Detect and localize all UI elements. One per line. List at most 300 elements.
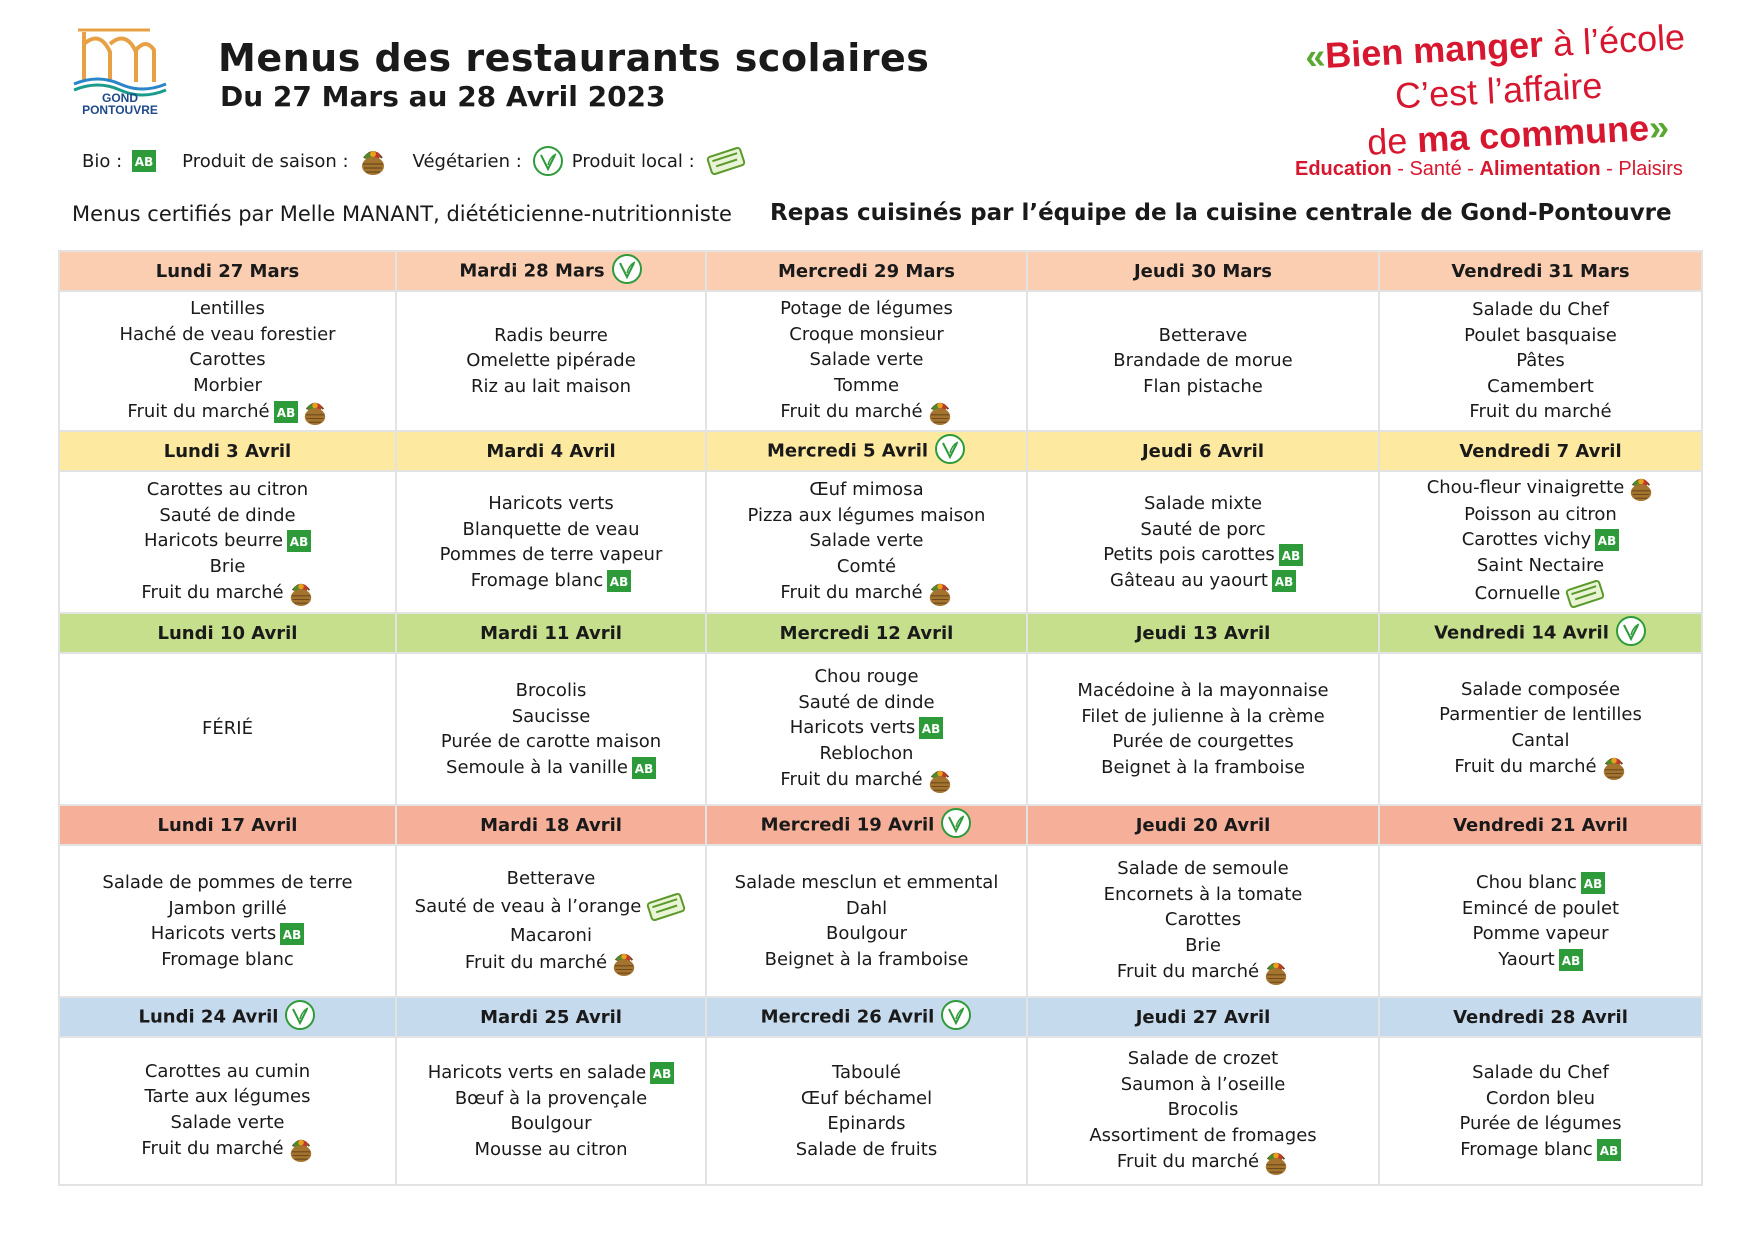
menu-item-label: Salade du Chef [1472,299,1609,321]
menu-item-label: Emincé de poulet [1461,897,1620,919]
menu-item [1028,933,1378,959]
menu-item-label: Purée de courgettes [1112,731,1294,752]
slogan-tagline: Education - Santé - Alimentation - Plaisirs [1295,158,1683,180]
menu-item [707,347,1026,373]
menu-item [1028,704,1378,730]
menu-item [707,690,1026,716]
page-title: Menus des restaurants scolaires [218,36,930,80]
svg-text:AB: AB [1274,574,1294,589]
menu-item-label: Haricots verts en salade [427,1062,647,1083]
day-header [706,251,1027,291]
bio-icon [132,150,156,172]
day-menu-cell [706,845,1027,997]
menu-item-label: Poulet basquaise [1464,324,1617,346]
menu-item-label: Purée de légumes [1459,1113,1622,1134]
menu-item [397,891,705,923]
menu-item [60,1135,395,1163]
menu-item [707,296,1026,322]
menu-item [60,477,395,503]
menu-item-label: Dahl [845,897,888,919]
menu-item-label: Assortiment de fromages [1089,1124,1317,1146]
menu-item-label: Betterave [506,867,596,889]
menu-item-label: Fruit du marché [464,951,608,973]
menu-item [707,398,1026,426]
week-header-row [59,431,1702,471]
day-menu-cell [1027,845,1379,997]
day-header [1027,805,1379,845]
certification-note: Menus certifiés par Melle MANANT, diététicienne-nutritionniste [72,202,732,226]
menu-item [1028,729,1378,755]
menu-item-label: Sauté de dinde [159,504,296,526]
menu-item-label: Haricots verts [789,717,916,738]
menu-item-label: Haricots beurre [143,530,284,551]
day-label: Jeudi 20 Avril [1135,814,1271,836]
menu-item [397,704,705,730]
menu-item-label: Fruit du marché [780,401,923,422]
day-menu-cell [59,1037,396,1185]
menu-item-label: Boulgour [510,1113,592,1134]
menu-item [1380,947,1701,973]
menu-item [1028,568,1378,594]
day-label: Vendredi 21 Avril [1453,814,1628,836]
menu-item [1028,856,1378,882]
day-label: Vendredi 14 Avril [1434,622,1609,643]
svg-text:AB: AB [922,722,941,736]
day-header [59,251,396,291]
seasonal-basket-icon [927,766,953,794]
menu-item [1028,882,1378,908]
day-label: Vendredi 28 Avril [1453,1006,1628,1028]
seasonal-basket-icon [1263,958,1289,986]
menu-item-label: Carottes [1164,909,1242,930]
day-label: Mercredi 29 Mars [777,260,956,282]
legend-bio-label: Bio : [82,150,123,172]
menu-item [1380,578,1701,610]
menu-item-label: Haché de veau forestier [119,323,336,345]
bio-icon [650,1062,674,1084]
seasonal-basket-icon [927,398,953,426]
bio-icon [607,570,631,592]
menu-item-label: Salade verte [809,349,924,370]
menu-item [1380,921,1701,947]
day-menu-cell [396,1037,706,1185]
menu-item-label: Reblochon [819,742,914,764]
menu-item-label: Fruit du marché [127,401,270,422]
menu-item [1028,958,1378,986]
menu-item [1028,323,1378,349]
bio-icon [1272,570,1296,592]
menu-item-label: Sauté de veau à l’orange [414,896,642,917]
menu-item-label: Flan pistache [1143,375,1263,397]
menu-item [60,579,395,607]
menu-item [707,1086,1026,1112]
logo-text: GOND PONTOUVRE [82,91,158,117]
legend [82,143,747,179]
menu-item [1380,870,1701,896]
menu-item [397,323,705,349]
menu-item-label: Lentilles [190,298,265,319]
menu-table [58,250,1703,1186]
menu-item-label: Fruit du marché [1469,401,1612,423]
menu-item [397,1060,705,1086]
seasonal-basket-icon [1263,1148,1289,1176]
menu-item [1380,753,1701,781]
menu-item-label: Salade de semoule [1117,858,1289,879]
day-label: Lundi 27 Mars [155,260,300,282]
bio-icon [280,923,304,945]
menu-item [397,517,705,543]
menu-item-label: Tarte aux légumes [144,1086,311,1108]
vegetarian-icon [532,145,564,177]
menu-item-label: Salade verte [170,1111,285,1133]
menu-item [707,947,1026,973]
menu-item-label: Encornets à la tomate [1103,883,1303,905]
menu-item [1028,1148,1378,1176]
menu-item-label: Brie [209,555,246,577]
menu-item-label: Salade du Chef [1472,1062,1609,1083]
vegetarian-icon [934,433,966,470]
seasonal-basket-icon [302,398,328,426]
day-menu-cell [396,471,706,613]
slogan-line-3: de ma commune» [1366,106,1670,163]
seasonal-basket-icon [611,949,637,977]
menu-item [1028,1046,1378,1072]
bio-icon [1595,529,1619,551]
menu-item [707,1060,1026,1086]
menu-item [707,921,1026,947]
menu-item-label: Petits pois carottes [1103,544,1275,565]
menu-item-label: Chou blanc [1476,872,1577,893]
menu-item [60,347,395,373]
day-menu-cell [59,845,396,997]
legend-seasonal-label: Produit de saison : [182,150,349,172]
menu-item-label: Œuf béchamel [800,1087,933,1109]
menu-item [1028,1072,1378,1098]
day-label: Jeudi 6 Avril [1141,440,1265,462]
menu-item-label: Carottes [189,349,266,370]
day-header [59,431,396,471]
week-menu-row [59,845,1702,997]
menu-item [707,1137,1026,1163]
svg-text:AB: AB [134,155,154,169]
menu-item [1028,755,1378,781]
day-label: Mercredi 5 Avril [766,440,929,461]
menu-item-label: Fromage blanc [161,948,294,970]
menu-item-label: Betterave [1158,324,1248,346]
menu-item-label: Gâteau au yaourt [1110,569,1268,591]
menu-item [397,729,705,755]
menu-item-label: Saint Nectaire [1476,554,1605,576]
menu-item [1380,1137,1701,1163]
menu-item [60,398,395,426]
menu-item [60,554,395,580]
svg-text:AB: AB [289,535,309,549]
bio-icon [1279,544,1303,566]
menu-item-label: Pomme vapeur [1472,923,1609,944]
menu-item-label: Fruit du marché [1454,756,1597,778]
menu-item [707,896,1026,922]
day-menu-cell [59,653,396,805]
week-menu-row [59,1037,1702,1185]
seasonal-basket-icon [1628,474,1654,502]
menu-item [1380,474,1701,502]
menu-item-label: Parmentier de lentilles [1439,704,1642,726]
menu-item-label: Omelette pipérade [466,350,636,372]
svg-text:AB: AB [1598,534,1617,549]
svg-text:AB: AB [1561,953,1580,968]
menu-item-label: FÉRIÉ [202,718,253,740]
menu-item [1380,1111,1701,1137]
day-menu-cell [1379,471,1702,613]
day-header [396,431,706,471]
day-header [706,431,1027,471]
menu-item [60,373,395,399]
svg-text:AB: AB [276,406,295,420]
menu-item [707,741,1026,767]
menu-item-label: Brie [1185,934,1221,956]
day-header [706,805,1027,845]
menu-item [60,870,395,896]
svg-text:AB: AB [634,761,654,776]
day-header [1027,251,1379,291]
day-label: Mardi 4 Avril [486,440,616,462]
day-menu-cell [1027,291,1379,431]
day-menu-cell [1379,845,1702,997]
week-menu-row [59,653,1702,805]
menu-item [397,923,705,949]
menu-item-label: Filet de julienne à la crème [1081,705,1325,727]
vegetarian-icon [284,999,316,1036]
menu-item [1380,348,1701,374]
menu-item-label: Œuf mimosa [809,479,924,500]
menu-item-label: Sauté de porc [1140,518,1266,540]
menu-item [1028,542,1378,568]
seasonal-basket-icon [927,579,953,607]
menu-item [60,528,395,554]
day-label: Mercredi 26 Avril [760,1006,935,1027]
menu-item-label: Potage de légumes [780,298,953,319]
menu-item [1380,1086,1701,1112]
menu-item-label: Bœuf à la provençale [454,1087,648,1109]
menu-item [1380,502,1701,528]
day-menu-cell [396,845,706,997]
menu-item [397,1137,705,1163]
menu-item [1380,896,1701,922]
menu-item-label: Chou-fleur vinaigrette [1426,476,1625,498]
menu-item [1380,677,1701,703]
menu-item [60,716,395,742]
menu-item [1028,1123,1378,1149]
legend-vegetarian-label: Végétarien : [412,150,522,172]
day-header [59,613,396,653]
day-menu-cell [396,291,706,431]
menu-item [60,1110,395,1136]
day-label: Mardi 18 Avril [480,814,622,836]
day-header [59,805,396,845]
day-label: Mardi 25 Avril [480,1006,622,1028]
menu-item [1380,1060,1701,1086]
menu-item [1380,527,1701,553]
menu-item [1380,374,1701,400]
menu-item [397,374,705,400]
svg-text:AB: AB [283,928,302,942]
menu-item-label: Fruit du marché [780,769,923,790]
menu-item-label: Saucisse [511,705,591,727]
menu-item [397,542,705,568]
menu-item-label: Cornuelle [1474,583,1561,605]
menu-item-label: Poisson au citron [1464,503,1617,525]
menu-item [707,554,1026,580]
day-header [1027,613,1379,653]
menu-item [707,503,1026,529]
day-header [1379,431,1702,471]
menu-item [707,477,1026,503]
menu-item-label: Mousse au citron [474,1138,628,1160]
menu-item-label: Carottes vichy [1461,529,1592,551]
menu-item [60,921,395,947]
menu-item-label: Tomme [833,374,900,396]
menu-item-label: Riz au lait maison [470,375,631,397]
menu-item [707,322,1026,348]
day-header [1027,431,1379,471]
menu-item [1028,517,1378,543]
vegetarian-icon [940,807,972,844]
menu-item-label: Epinards [827,1113,906,1134]
svg-text:AB: AB [1599,1143,1619,1158]
menu-item-label: Cantal [1511,729,1570,751]
menu-item-label: Jambon grillé [168,897,287,919]
menu-item-label: Comté [836,555,897,577]
day-label: Lundi 24 Avril [138,1006,279,1027]
menu-item-label: Salade de crozet [1127,1048,1279,1069]
menu-item-label: Croque monsieur [789,323,944,345]
menu-item [1380,728,1701,754]
bio-icon [919,717,943,739]
vegetarian-icon [1615,615,1647,652]
menu-item [707,373,1026,399]
menu-item [707,664,1026,690]
menu-item [1028,374,1378,400]
menu-item-label: Haricots verts [488,493,614,514]
kitchen-note: Repas cuisinés par l’équipe de la cuisine centrale de Gond-Pontouvre [770,200,1672,226]
day-header [1379,805,1702,845]
menu-item-label: Salade verte [809,530,924,551]
day-menu-cell [59,291,396,431]
legend-local-label: Produit local : [571,150,695,172]
day-label: Mercredi 19 Avril [760,814,935,835]
menu-item-label: Brocolis [515,680,587,701]
seasonal-basket-icon [359,146,387,176]
menu-item [1380,323,1701,349]
day-header [1379,613,1702,653]
menu-item-label: Blanquette de veau [462,518,640,540]
menu-item [397,1111,705,1137]
menu-item [1028,1097,1378,1123]
menu-item-label: Brandade de morue [1113,350,1293,372]
day-header [396,251,706,291]
seasonal-basket-icon [1601,753,1627,781]
menu-item [397,1086,705,1112]
day-menu-cell [396,653,706,805]
menu-item-label: Pizza aux légumes maison [747,504,986,526]
menu-item [707,1111,1026,1137]
menu-item [707,766,1026,794]
bio-icon [274,401,298,423]
menu-item [397,949,705,977]
day-label: Lundi 10 Avril [157,622,298,644]
day-menu-cell [1379,1037,1702,1185]
day-menu-cell [59,471,396,613]
menu-item-label: Beignet à la framboise [1101,756,1305,778]
menu-item-label: Cordon bleu [1485,1087,1596,1109]
menu-item [707,715,1026,741]
bio-icon [287,530,311,552]
day-label: Lundi 3 Avril [163,440,292,462]
menu-item-label: Semoule à la vanille [446,756,628,778]
menu-item [60,296,395,322]
menu-item-label: Yaourt [1498,948,1555,970]
bio-icon [1597,1139,1621,1161]
day-label: Lundi 17 Avril [157,814,298,836]
week-header-row [59,613,1702,653]
menu-item-label: Macédoine à la mayonnaise [1077,680,1329,701]
day-menu-cell [706,291,1027,431]
menu-item-label: Fruit du marché [141,582,284,603]
day-menu-cell [706,653,1027,805]
day-header [396,997,706,1037]
menu-item-label: Taboulé [832,1062,901,1083]
menu-item-label: Fruit du marché [780,582,923,603]
week-header-row [59,251,1702,291]
menu-item-label: Fromage blanc [1460,1138,1593,1160]
menu-item-label: Salade de pommes de terre [102,872,353,893]
local-product-icon [705,145,747,177]
menu-item-label: Fruit du marché [141,1138,284,1160]
day-label: Mardi 28 Mars [459,260,605,281]
bio-icon [1559,949,1583,971]
menu-item [1380,702,1701,728]
menu-item [60,1059,395,1085]
day-menu-cell [706,471,1027,613]
menu-item-label: Salade mixte [1143,493,1263,514]
menu-item [397,491,705,517]
day-header [706,997,1027,1037]
menu-item-label: Salade mesclun et emmental [734,872,999,893]
menu-item [397,348,705,374]
menu-item [60,896,395,922]
day-label: Vendredi 31 Mars [1451,260,1630,282]
day-header [1027,997,1379,1037]
day-header [396,805,706,845]
bio-icon [1581,872,1605,894]
day-menu-cell [1027,471,1379,613]
slogan-line-1: «Bien manger à l’école [1304,16,1686,77]
day-label: Mercredi 12 Avril [779,622,954,644]
menu-item [1028,907,1378,933]
week-menu-row [59,471,1702,613]
week-header-row [59,997,1702,1037]
menu-item-label: Carottes au citron [146,479,309,500]
menu-item-label: Radis beurre [494,324,608,346]
menu-item-label: Haricots verts [150,923,277,944]
menu-item-label: Purée de carotte maison [440,731,662,752]
day-label: Jeudi 13 Avril [1135,622,1271,644]
menu-item-label: Fruit du marché [1116,1151,1260,1172]
week-header-row [59,805,1702,845]
vegetarian-icon [611,253,643,290]
svg-text:AB: AB [653,1067,672,1081]
menu-item [60,322,395,348]
